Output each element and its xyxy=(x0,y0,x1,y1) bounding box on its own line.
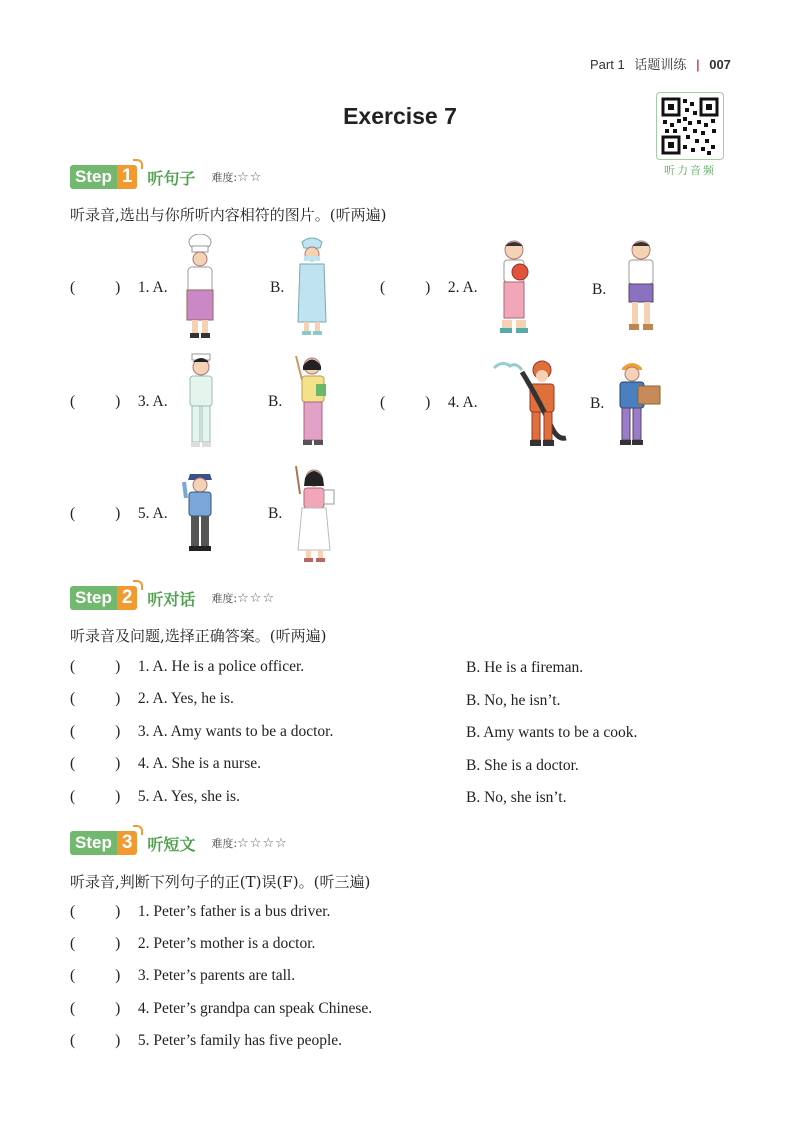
step1-item-1-label: 1. A. xyxy=(137,279,168,296)
answer-blank[interactable]: ( ) xyxy=(70,1032,121,1049)
header-part: Part 1 xyxy=(590,57,625,72)
step3-number: 3 xyxy=(117,831,138,855)
step3-item-2-text: 2. Peter’s mother is a doctor. xyxy=(137,935,316,952)
step1-item-1-b: B. xyxy=(270,279,285,296)
step2-item-5-option-a: 5. A. Yes, she is. xyxy=(137,788,240,805)
step2-item-4-option-a: 4. A. She is a nurse. xyxy=(137,755,262,772)
header-separator: | xyxy=(695,57,700,72)
step3-instruction: 听录音,判断下列句子的正(T)误(F)。(听三遍) xyxy=(70,873,371,891)
teacher-woman-figure-icon[interactable] xyxy=(290,464,340,564)
step1-heading xyxy=(70,163,262,191)
step1-instruction: 听录音,选出与你所听内容相符的图片。(听两遍) xyxy=(70,206,387,224)
step1-stars: ☆☆ xyxy=(237,169,263,185)
answer-blank[interactable]: ( ) xyxy=(70,723,121,740)
answer-blank[interactable]: ( ) xyxy=(70,393,121,410)
step1-item-5-label: 5. A. xyxy=(137,505,168,522)
step2-item-1-option-b: B. He is a fireman. xyxy=(466,659,584,676)
step1-word: Step xyxy=(70,165,117,189)
step2-badge xyxy=(70,586,137,610)
doctor-figure-icon[interactable] xyxy=(292,234,332,338)
qr-label: 听力音频 xyxy=(664,164,716,177)
step3-item-3-text: 3. Peter’s parents are tall. xyxy=(137,967,296,984)
police-officer-figure-icon[interactable] xyxy=(180,468,220,556)
step3-item-5-text: 5. Peter’s family has five people. xyxy=(137,1032,343,1049)
step1-item-1 xyxy=(70,279,168,297)
step1-number: 1 xyxy=(117,165,138,189)
answer-blank[interactable]: ( ) xyxy=(70,755,121,772)
step1-item-4-b: B. xyxy=(590,395,605,412)
delivery-worker-figure-icon[interactable] xyxy=(614,358,664,450)
step2-word: Step xyxy=(70,586,117,610)
step1-item-3-label: 3. A. xyxy=(137,393,168,410)
step2-difficulty-label: 难度: xyxy=(211,592,238,605)
step3-item-4-text: 4. Peter’s grandpa can speak Chinese. xyxy=(137,1000,373,1017)
step3-item-3 xyxy=(70,967,295,985)
step2-heading xyxy=(70,584,275,612)
step2-number: 2 xyxy=(117,586,138,610)
page-header xyxy=(590,54,731,73)
step2-item-2-option-a: 2. A. Yes, he is. xyxy=(137,690,234,707)
qr-code-icon xyxy=(657,93,723,159)
step3-badge xyxy=(70,831,137,855)
step2-item-4-option-b: B. She is a doctor. xyxy=(466,757,579,774)
step1-item-2-b: B. xyxy=(592,281,607,298)
step2-item-1-option-a: 1. A. He is a police officer. xyxy=(137,658,305,675)
step3-item-4 xyxy=(70,1000,372,1018)
page-title: Exercise 7 xyxy=(343,103,457,129)
step1-title: 听句子 xyxy=(147,168,196,188)
chef-figure-icon[interactable] xyxy=(178,234,222,340)
step1-item-4 xyxy=(380,394,478,412)
step2-item-3 xyxy=(70,723,333,741)
step3-item-5 xyxy=(70,1032,342,1050)
step1-difficulty-label: 难度: xyxy=(211,171,238,184)
boy-shorts-figure-icon[interactable] xyxy=(618,238,664,338)
step3-word: Step xyxy=(70,831,117,855)
qr-code[interactable] xyxy=(656,92,724,160)
step3-title: 听短文 xyxy=(147,834,196,854)
page-number: 007 xyxy=(709,57,731,72)
teacher-figure-icon[interactable] xyxy=(292,354,334,450)
boy-basketball-figure-icon[interactable] xyxy=(492,238,538,336)
answer-blank[interactable]: ( ) xyxy=(70,505,121,522)
step2-item-5 xyxy=(70,788,240,806)
step2-item-3-option-a: 3. A. Amy wants to be a doctor. xyxy=(137,723,334,740)
step1-item-3-b: B. xyxy=(268,393,283,410)
answer-blank[interactable]: ( ) xyxy=(70,658,121,675)
answer-blank[interactable]: ( ) xyxy=(70,1000,121,1017)
answer-blank[interactable]: ( ) xyxy=(70,788,121,805)
answer-blank[interactable]: ( ) xyxy=(380,394,431,411)
step3-item-1 xyxy=(70,903,330,921)
step3-item-2 xyxy=(70,935,315,953)
step2-item-2-option-b: B. No, he isn’t. xyxy=(466,692,561,709)
step1-item-2-label: 2. A. xyxy=(447,279,478,296)
answer-blank[interactable]: ( ) xyxy=(70,967,121,984)
step2-title: 听对话 xyxy=(147,589,196,609)
step1-item-3 xyxy=(70,393,168,411)
step2-item-4 xyxy=(70,755,261,773)
step3-stars: ☆☆☆☆ xyxy=(237,835,288,851)
step3-item-1-text: 1. Peter’s father is a bus driver. xyxy=(137,903,331,920)
header-section: 话题训练 xyxy=(634,57,687,72)
answer-blank[interactable]: ( ) xyxy=(70,279,121,296)
step1-item-2 xyxy=(380,279,478,297)
answer-blank[interactable]: ( ) xyxy=(380,279,431,296)
step2-stars: ☆☆☆ xyxy=(237,590,276,606)
step2-instruction: 听录音及问题,选择正确答案。(听两遍) xyxy=(70,627,327,645)
step2-item-2 xyxy=(70,690,234,708)
step2-item-1 xyxy=(70,658,304,676)
step1-item-5-b: B. xyxy=(268,505,283,522)
step1-item-5 xyxy=(70,505,168,523)
step3-difficulty-label: 难度: xyxy=(211,837,238,850)
answer-blank[interactable]: ( ) xyxy=(70,903,121,920)
step2-item-3-option-b: B. Amy wants to be a cook. xyxy=(466,724,638,741)
answer-blank[interactable]: ( ) xyxy=(70,935,121,952)
answer-blank[interactable]: ( ) xyxy=(70,690,121,707)
nurse-figure-icon[interactable] xyxy=(180,352,222,450)
fireman-figure-icon[interactable] xyxy=(492,358,572,448)
step3-heading xyxy=(70,829,288,857)
step2-item-5-option-b: B. No, she isn’t. xyxy=(466,789,567,806)
step1-item-4-label: 4. A. xyxy=(447,394,478,411)
step1-badge xyxy=(70,165,137,189)
